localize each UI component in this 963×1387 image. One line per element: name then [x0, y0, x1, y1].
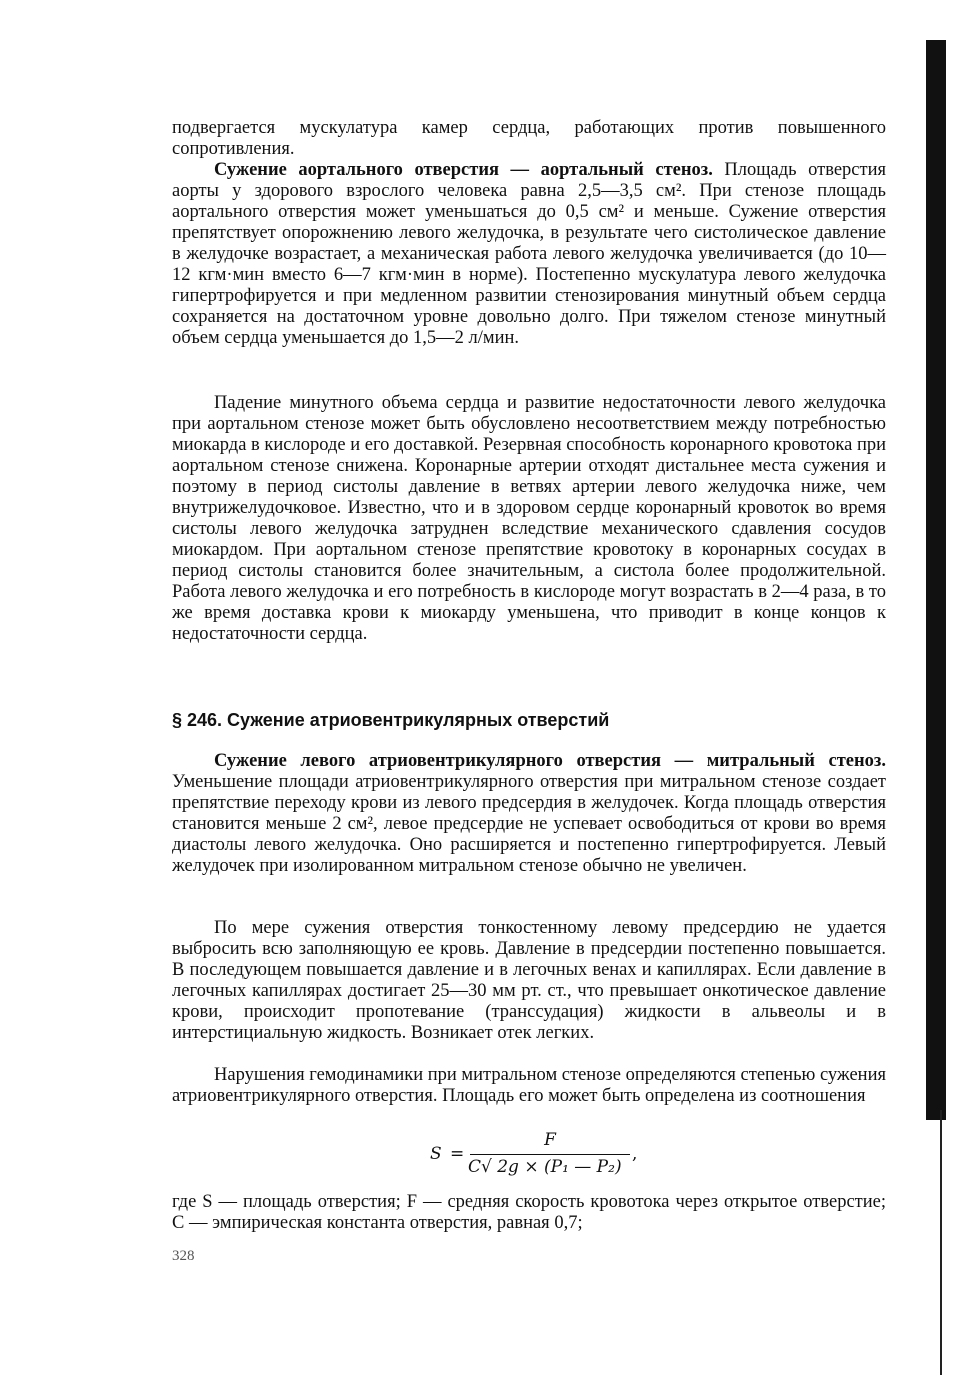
paragraph-aortic-stenosis [172, 160, 886, 349]
formula-fraction-bar [470, 1154, 630, 1155]
orifice-area-formula [430, 1130, 670, 1190]
formula-lhs: S [430, 1144, 442, 1164]
scan-edge-shadow [926, 40, 946, 1120]
paragraph-6: Нарушения гемодинамики при митральном стенозе определяются степенью сужения атриовентрикулярного отверстия. Площадь его может быть определена из соотношения [172, 1065, 886, 1106]
paragraph-continuation [172, 118, 886, 160]
paragraph-3: Падение минутного объема сердца и развитие недостаточности левого желудочка при аортальном стенозе может быть обусловлено несоответствием между потребностью миокарда в кислороде и его доставкой. Резервная способность коронарного кровотока при аортальном стенозе снижена. Коронарные артерии отходят дистальнее места сужения и поэтому в период систолы давление в ветвях артерии левого желудочка ниже, чем внутрижелудочковое. Известно, что и в здоровом сердце коронарный кровоток во время систолы левого желудочка затруднен вследствие механического сдавления сосудов миокардом. При аортальном стенозе препятствие кровотоку в коронарных сосудах в период систолы становится более значительным, а систола более продолжительной. Работа левого желудочка и его потребность в кислороде могут возрастать в 2—4 раза, в то же время доставка крови к миокарду уменьшена, что приводит в конце концов к недостаточности сердца. [172, 393, 886, 644]
run-in-aortic-title: Сужение аортального отверстия — аортальный стеноз. [214, 160, 713, 180]
paragraph-hemodynamics [172, 1065, 886, 1107]
paragraph-definitions [172, 1192, 886, 1234]
paragraph-coronary [172, 393, 886, 645]
paragraph-5: По мере сужения отверстия тонкостенному левому предсердию не удается выбросить всю заполняющую ее кровь. Давление в предсердии постепенно повышается. В последующем повышается давление и в легочных венах и капиллярах. Если давление в легочных капиллярах достигает 25—30 мм рт. ст., что превышает онкотическое давление крови, происходит пропотевание (транссудация) жидкости в альвеолы и в интерстициальную жидкость. Возникает отек легких. [172, 918, 886, 1043]
paragraph-4-body: Уменьшение площади атриовентрикулярного отверстия при митральном стенозе создает препятствие переходу крови из левого предсердия в желудочек. Когда площадь отверстия становится меньше 2 см², левое предсердие не успевает освободиться от крови во время диастолы левого желудочка. Оно расширяется и постепенно гипертрофируется. Левый желудочек при изолированном митральном стенозе обычно не увеличен. [172, 772, 886, 876]
section-heading: § 246. Сужение атриовентрикулярных отверстий [172, 710, 610, 730]
formula-equals: = [450, 1144, 465, 1164]
paragraph-pulmonary [172, 918, 886, 1044]
formula-trailing-comma: , [632, 1144, 638, 1164]
run-in-mitral-title: Сужение левого атриовентрикулярного отверстия — митральный стеноз. [214, 751, 886, 771]
paragraph-mitral-stenosis [172, 751, 886, 877]
page-number: 328 [172, 1248, 195, 1264]
formula-denominator: C√ 2g × (P₁ — P₂) [468, 1157, 622, 1177]
paragraph-1: подвергается мускулатура камер сердца, работающих против повышенного сопротивления. [172, 118, 886, 159]
formula-numerator: F [544, 1130, 556, 1150]
scan-edge-line [940, 1110, 942, 1375]
paragraph-7: где S — площадь отверстия; F — средняя скорость кровотока через открытое отверстие; C — эмпирическая константа отверстия, равная 0,7; [172, 1192, 886, 1233]
paragraph-2-body: Площадь отверстия аорты у здорового взрослого человека равна 2,5—3,5 см². При стенозе площадь аортального отверстия может уменьшаться до 0,5 см² и меньше. Сужение отверстия препятствует опорожнению левого желудочка, в результате чего систолическое давление в желудочке возрастает, а механическая работа левого желудочка увеличивается (до 10—12 кгм·мин вместо 6—7 кгм·мин в норме). Постепенно мускулатура левого желудочка гипертрофируется и при медленном развитии стенозирования минутный объем сердца сохраняется на достаточном уровне довольно долго. При тяжелом стенозе минутный объем сердца уменьшается до 1,5—2 л/мин. [172, 160, 886, 348]
